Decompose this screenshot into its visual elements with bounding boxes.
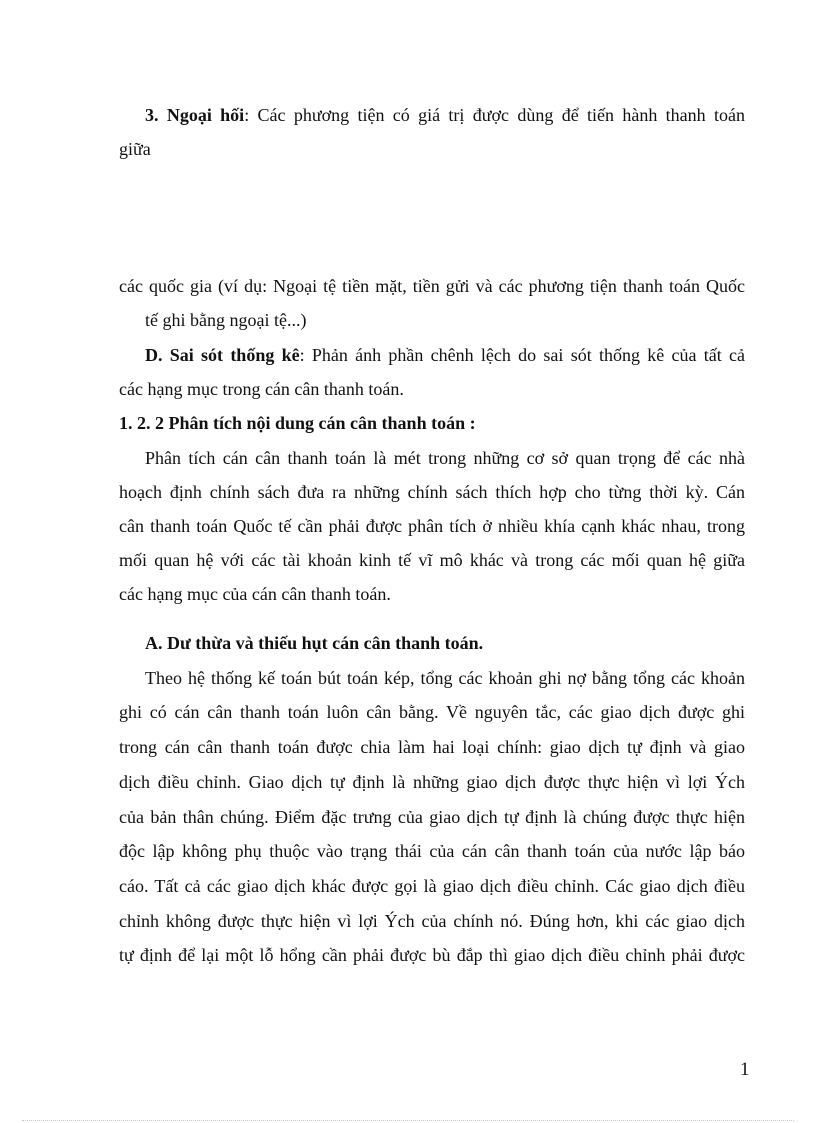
section-3-line-2: giữa bbox=[119, 139, 151, 159]
paragraph-a-line-8: chỉnh không được thực hiện vì lợi Ých của chính nó. Đúng hơn, khi các giao dịch bbox=[119, 911, 745, 931]
page-number: 1 bbox=[740, 1059, 750, 1080]
paragraph-a-line-3: trong cán cân thanh toán được chia làm hai loại chính: giao dịch tự định và giao bbox=[119, 737, 745, 757]
paragraph-a-line-2: ghi có cán cân thanh toán luôn cân bằng. Về nguyên tắc, các giao dịch được ghi bbox=[119, 702, 745, 722]
paragraph-a-line-6: độc lập không phụ thuộc vào trạng thái của cán cân thanh toán của nước lập báo bbox=[119, 841, 745, 861]
analysis-line-1: Phân tích cán cân thanh toán là mét trong những cơ sở quan trọng để các nhà bbox=[145, 448, 745, 468]
analysis-line-2: hoạch định chính sách đưa ra những chính sách thích hợp cho từng thời kỳ. Cán bbox=[119, 482, 745, 502]
heading-a: A. Dư thừa và thiếu hụt cán cân thanh toán. bbox=[145, 633, 484, 653]
section-3-label: 3. Ngoại hối bbox=[145, 105, 245, 125]
analysis-line-5: các hạng mục của cán cân thanh toán. bbox=[119, 584, 391, 604]
analysis-line-3: cân thanh toán Quốc tế cần phải được phân tích ở nhiều khía cạnh khác nhau, trong bbox=[119, 516, 745, 536]
paragraph-a-line-7: cáo. Tất cả các giao dịch khác được gọi là giao dịch điều chỉnh. Các giao dịch điều bbox=[119, 876, 745, 896]
section-d-line-2: các hạng mục trong cán cân thanh toán. bbox=[119, 379, 404, 399]
paragraph-a-line-9: tự định để lại một lỗ hổng cần phải được bù đắp thì giao dịch điều chỉnh phải được bbox=[119, 945, 745, 965]
heading-1-2-2: 1. 2. 2 Phân tích nội dung cán cân thanh toán : bbox=[119, 413, 476, 433]
paragraph-a-line-1: Theo hệ thống kế toán bút toán kép, tổng các khoản ghi nợ bằng tổng các khoản bbox=[145, 668, 745, 688]
section-d-text: : Phản ánh phần chênh lệch do sai sót thống kê của tất cả bbox=[299, 345, 745, 365]
paragraph-a-line-5: của bản thân chúng. Điểm đặc trưng của giao dịch tự định là chúng được thực hiện bbox=[119, 807, 745, 827]
section-3-line-3: các quốc gia (ví dụ: Ngoại tệ tiền mặt, tiền gửi và các phương tiện thanh toán Quốc bbox=[119, 276, 745, 296]
analysis-line-4: mối quan hệ với các tài khoản kinh tế vĩ mô khác và trong các mối quan hệ giữa bbox=[119, 550, 745, 570]
section-3-line-4: tế ghi bằng ngoại tệ...) bbox=[145, 310, 307, 330]
section-3-text: : Các phương tiện có giá trị được dùng để tiến hành thanh toán bbox=[244, 105, 745, 125]
section-d-label: D. Sai sót thống kê bbox=[145, 345, 300, 365]
paragraph-a-line-4: dịch điều chỉnh. Giao dịch tự định là những giao dịch được thực hiện vì lợi Ých bbox=[119, 772, 745, 792]
section-d-line-1 bbox=[145, 343, 745, 367]
page-bottom-border bbox=[22, 1120, 794, 1121]
section-3-line-1 bbox=[145, 103, 745, 127]
